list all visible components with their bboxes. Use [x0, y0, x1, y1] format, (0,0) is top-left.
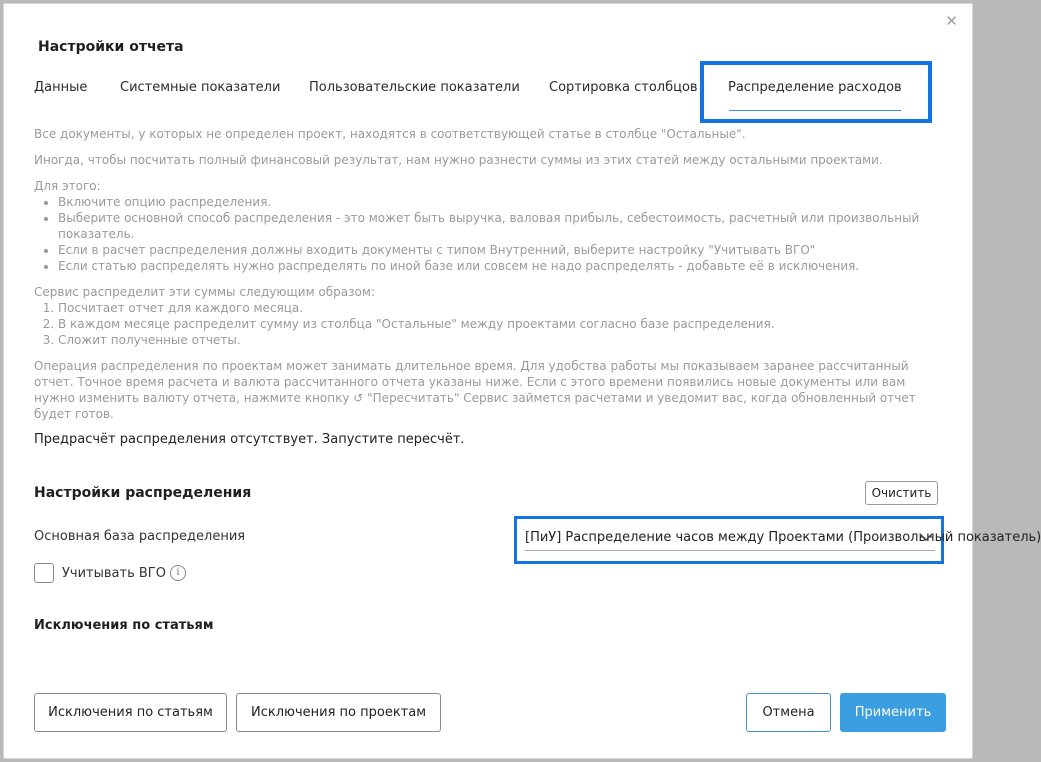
apply-button[interactable]: Применить	[840, 693, 946, 732]
exclusions-title: Исключения по статьям	[34, 618, 214, 633]
close-icon[interactable]: ✕	[945, 12, 958, 30]
precalc-status: Предрасчёт распределения отсутствует. Запустите пересчёт.	[34, 432, 465, 447]
base-select[interactable]	[525, 525, 1041, 551]
exclusions-articles-button[interactable]: Исключения по статьям	[34, 693, 227, 732]
list-item: 2. В каждом месяце распределит сумму из столбца "Остальные" между проектами согласно базе распределения.	[58, 316, 944, 332]
base-select-value: [ПиУ] Распределение часов между Проектами (Произвольный показатель)	[525, 530, 1041, 545]
description-paragraph: Операция распределения по проектам может занимать длительное время. Для удобства работы мы показываем заранее рассчитанный отчет. Точное время расчета и валюта рассчитанного отчета указаны ниже. Если с этого времени появились новые документы или вам нужно изменить валюту отчета, нажмите кнопку ↺ "Пересчитать" Сервис займется расчетами и уведомит вас, когда обновленный отчет будет готов.	[34, 359, 916, 421]
list-item: • Если в расчет распределения должны входить документы с типом Внутренний, выберите настройку "Учитывать ВГО"	[58, 242, 944, 258]
base-label: Основная база распределения	[34, 529, 246, 544]
base-select-highlight	[514, 516, 1041, 564]
info-icon[interactable]: i	[170, 565, 186, 581]
exclusions-projects-button[interactable]: Исключения по проектам	[236, 693, 441, 732]
description-paragraph: Все документы, у которых не определен проект, находятся в соответствующей статье в столбце "Остальные".	[34, 127, 746, 141]
service-intro: Сервис распределит эти суммы следующим образом:	[34, 285, 375, 299]
active-tab-highlight	[700, 61, 932, 123]
steps-list	[34, 194, 944, 274]
tab-cost-distribution[interactable]: Распределение расходов	[728, 80, 902, 95]
list-item: • Выберите основной способ распределения - это может быть выручка, валовая прибыль, себестоимость, расчетный или произвольный показатель.	[58, 210, 944, 242]
list-item: 3. Сложит полученные отчеты.	[58, 332, 944, 348]
vgo-checkbox[interactable]	[34, 563, 54, 583]
list-item: • Если статью распределять нужно распределять по иной базе или совсем не надо распределять - добавьте её в исключения.	[58, 258, 944, 274]
list-item: 1. Посчитает отчет для каждого месяца.	[58, 300, 944, 316]
active-tab-underline	[729, 110, 901, 111]
tab-system-metrics[interactable]: Системные показатели	[120, 80, 281, 95]
settings-section-title: Настройки распределения	[34, 485, 252, 501]
tab-data[interactable]: Данные	[34, 80, 88, 95]
service-steps-list	[34, 300, 944, 348]
tab-custom-metrics[interactable]: Пользовательские показатели	[309, 80, 520, 95]
clear-button[interactable]: Очистить	[865, 481, 938, 505]
chevron-down-icon[interactable]	[919, 531, 933, 545]
description-paragraph: Иногда, чтобы посчитать полный финансовый результат, нам нужно разнести суммы из этих статей между остальными проектами.	[34, 153, 883, 167]
description	[34, 126, 944, 432]
cancel-button[interactable]: Отмена	[746, 693, 831, 732]
dialog-title: Настройки отчета	[38, 39, 184, 55]
tab-column-sorting[interactable]: Сортировка столбцов	[549, 80, 698, 95]
list-item: • Включите опцию распределения.	[58, 194, 944, 210]
description-intro: Для этого:	[34, 179, 101, 193]
vgo-label: Учитывать ВГО	[62, 566, 166, 581]
